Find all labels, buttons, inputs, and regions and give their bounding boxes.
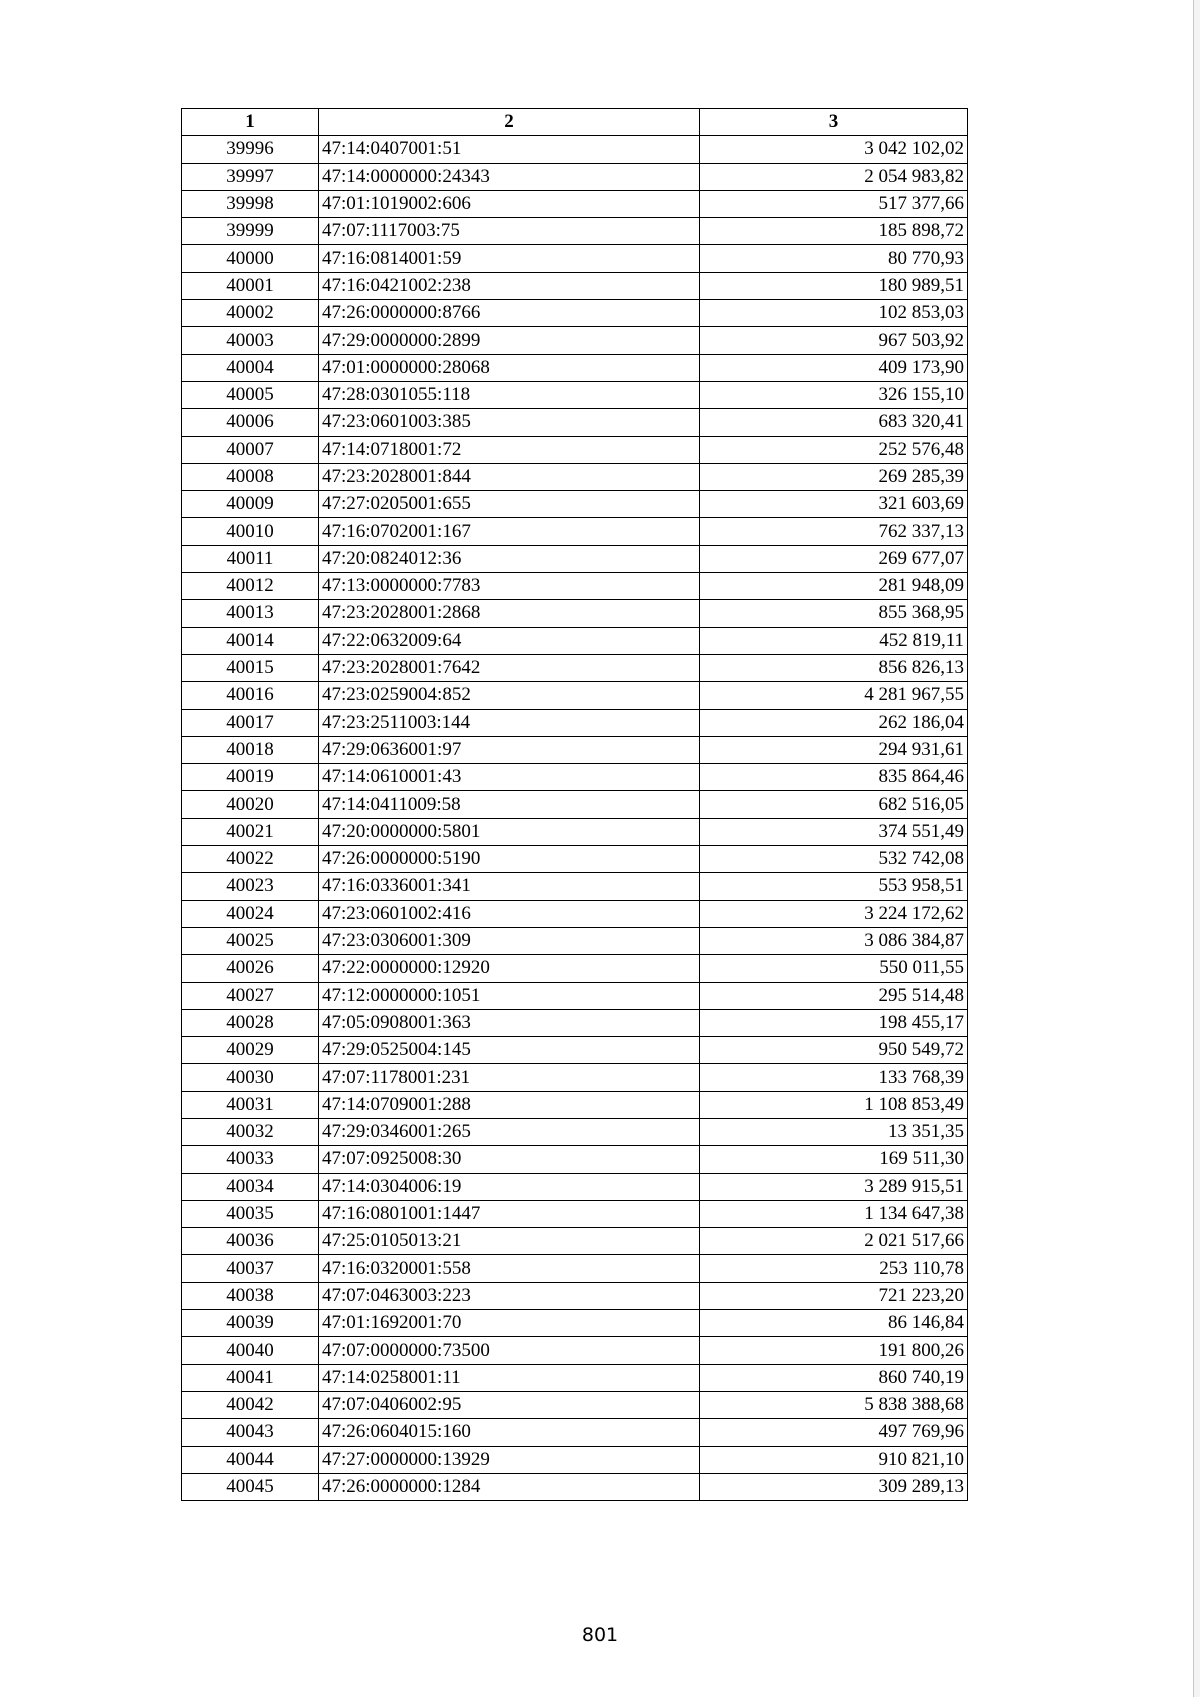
cadastral-number-cell: 47:29:0525004:145 bbox=[319, 1037, 700, 1064]
cadastral-value-cell: 133 768,39 bbox=[700, 1064, 968, 1091]
cadastral-number-cell: 47:23:2511003:144 bbox=[319, 709, 700, 736]
cadastral-number-cell: 47:22:0000000:12920 bbox=[319, 955, 700, 982]
cadastral-value-cell: 191 800,26 bbox=[700, 1337, 968, 1364]
row-number-cell: 40022 bbox=[182, 846, 319, 873]
cadastral-number-cell: 47:20:0000000:5801 bbox=[319, 818, 700, 845]
cadastral-value-cell: 452 819,11 bbox=[700, 627, 968, 654]
cadastral-value-cell: 269 677,07 bbox=[700, 545, 968, 572]
row-number-cell: 40036 bbox=[182, 1228, 319, 1255]
cadastral-number-cell: 47:23:2028001:844 bbox=[319, 463, 700, 490]
table-row bbox=[182, 1255, 968, 1282]
page-edge bbox=[1193, 0, 1200, 1697]
row-number-cell: 40029 bbox=[182, 1037, 319, 1064]
cadastral-value-cell: 80 770,93 bbox=[700, 245, 968, 272]
cadastral-number-cell: 47:26:0604015:160 bbox=[319, 1419, 700, 1446]
cadastral-number-cell: 47:23:0259004:852 bbox=[319, 682, 700, 709]
table-row bbox=[182, 982, 968, 1009]
table-row bbox=[182, 300, 968, 327]
row-number-cell: 40041 bbox=[182, 1364, 319, 1391]
table-row bbox=[182, 1009, 968, 1036]
row-number-cell: 40023 bbox=[182, 873, 319, 900]
cadastral-value-cell: 169 511,30 bbox=[700, 1146, 968, 1173]
cadastral-value-cell: 321 603,69 bbox=[700, 491, 968, 518]
row-number-cell: 40021 bbox=[182, 818, 319, 845]
row-number-cell: 40005 bbox=[182, 381, 319, 408]
cadastral-number-cell: 47:07:1178001:231 bbox=[319, 1064, 700, 1091]
cadastral-value-cell: 497 769,96 bbox=[700, 1419, 968, 1446]
row-number-cell: 40007 bbox=[182, 436, 319, 463]
row-number-cell: 40027 bbox=[182, 982, 319, 1009]
cadastral-number-cell: 47:07:0463003:223 bbox=[319, 1282, 700, 1309]
cadastral-number-cell: 47:16:0814001:59 bbox=[319, 245, 700, 272]
table-row bbox=[182, 873, 968, 900]
cadastral-number-cell: 47:14:0000000:24343 bbox=[319, 163, 700, 190]
cadastral-number-cell: 47:14:0610001:43 bbox=[319, 764, 700, 791]
row-number-cell: 40010 bbox=[182, 518, 319, 545]
table-row bbox=[182, 1473, 968, 1500]
table-row bbox=[182, 1037, 968, 1064]
row-number-cell: 40012 bbox=[182, 573, 319, 600]
row-number-cell: 40004 bbox=[182, 354, 319, 381]
row-number-cell: 40031 bbox=[182, 1091, 319, 1118]
row-number-cell: 39996 bbox=[182, 136, 319, 163]
row-number-cell: 40019 bbox=[182, 764, 319, 791]
cadastral-value-cell: 835 864,46 bbox=[700, 764, 968, 791]
row-number-cell: 40016 bbox=[182, 682, 319, 709]
cadastral-number-cell: 47:16:0421002:238 bbox=[319, 272, 700, 299]
cadastral-value-cell: 253 110,78 bbox=[700, 1255, 968, 1282]
cadastral-number-cell: 47:01:1692001:70 bbox=[319, 1310, 700, 1337]
table-row bbox=[182, 927, 968, 954]
cadastral-number-cell: 47:26:0000000:1284 bbox=[319, 1473, 700, 1500]
row-number-cell: 40043 bbox=[182, 1419, 319, 1446]
cadastral-number-cell: 47:14:0304006:19 bbox=[319, 1173, 700, 1200]
cadastral-value-cell: 855 368,95 bbox=[700, 600, 968, 627]
table-row bbox=[182, 709, 968, 736]
table-row bbox=[182, 627, 968, 654]
cadastral-value-cell: 3 042 102,02 bbox=[700, 136, 968, 163]
cadastral-number-cell: 47:23:0601002:416 bbox=[319, 900, 700, 927]
cadastral-value-cell: 1 108 853,49 bbox=[700, 1091, 968, 1118]
table-row bbox=[182, 190, 968, 217]
row-number-cell: 40035 bbox=[182, 1200, 319, 1227]
cadastral-value-cell: 5 838 388,68 bbox=[700, 1391, 968, 1418]
row-number-cell: 40025 bbox=[182, 927, 319, 954]
cadastral-value-cell: 252 576,48 bbox=[700, 436, 968, 463]
cadastral-number-cell: 47:23:0306001:309 bbox=[319, 927, 700, 954]
cadastral-number-cell: 47:07:0406002:95 bbox=[319, 1391, 700, 1418]
table-row bbox=[182, 381, 968, 408]
cadastral-number-cell: 47:26:0000000:8766 bbox=[319, 300, 700, 327]
row-number-cell: 40037 bbox=[182, 1255, 319, 1282]
cadastral-value-cell: 86 146,84 bbox=[700, 1310, 968, 1337]
table-row bbox=[182, 818, 968, 845]
cadastral-number-cell: 47:28:0301055:118 bbox=[319, 381, 700, 408]
table-row bbox=[182, 1282, 968, 1309]
table-row bbox=[182, 736, 968, 763]
row-number-cell: 40032 bbox=[182, 1118, 319, 1145]
table-header-row bbox=[182, 109, 968, 136]
cadastral-number-cell: 47:05:0908001:363 bbox=[319, 1009, 700, 1036]
column-header-value: 3 bbox=[700, 109, 968, 136]
cadastral-value-cell: 860 740,19 bbox=[700, 1364, 968, 1391]
table-row bbox=[182, 463, 968, 490]
table-row bbox=[182, 409, 968, 436]
row-number-cell: 39997 bbox=[182, 163, 319, 190]
table-row bbox=[182, 518, 968, 545]
row-number-cell: 40045 bbox=[182, 1473, 319, 1500]
row-number-cell: 40018 bbox=[182, 736, 319, 763]
cadastral-number-cell: 47:14:0258001:11 bbox=[319, 1364, 700, 1391]
cadastral-value-cell: 550 011,55 bbox=[700, 955, 968, 982]
table-row bbox=[182, 682, 968, 709]
table-row bbox=[182, 600, 968, 627]
table-row bbox=[182, 1337, 968, 1364]
row-number-cell: 40008 bbox=[182, 463, 319, 490]
table-row bbox=[182, 1200, 968, 1227]
cadastral-number-cell: 47:23:2028001:7642 bbox=[319, 654, 700, 681]
table-body bbox=[182, 136, 968, 1501]
row-number-cell: 40038 bbox=[182, 1282, 319, 1309]
cadastral-value-cell: 2 054 983,82 bbox=[700, 163, 968, 190]
cadastral-value-cell: 269 285,39 bbox=[700, 463, 968, 490]
cadastral-value-cell: 856 826,13 bbox=[700, 654, 968, 681]
table-row bbox=[182, 1173, 968, 1200]
table-row bbox=[182, 1391, 968, 1418]
cadastral-number-cell: 47:29:0636001:97 bbox=[319, 736, 700, 763]
table-row bbox=[182, 272, 968, 299]
row-number-cell: 40000 bbox=[182, 245, 319, 272]
table-row bbox=[182, 764, 968, 791]
cadastral-value-cell: 198 455,17 bbox=[700, 1009, 968, 1036]
table-row bbox=[182, 791, 968, 818]
cadastral-value-cell: 950 549,72 bbox=[700, 1037, 968, 1064]
table-row bbox=[182, 1228, 968, 1255]
row-number-cell: 40006 bbox=[182, 409, 319, 436]
cadastral-value-cell: 967 503,92 bbox=[700, 327, 968, 354]
table-row bbox=[182, 846, 968, 873]
row-number-cell: 40001 bbox=[182, 272, 319, 299]
cadastral-number-cell: 47:01:0000000:28068 bbox=[319, 354, 700, 381]
cadastral-number-cell: 47:23:0601003:385 bbox=[319, 409, 700, 436]
cadastral-value-cell: 180 989,51 bbox=[700, 272, 968, 299]
cadastral-value-cell: 102 853,03 bbox=[700, 300, 968, 327]
row-number-cell: 40042 bbox=[182, 1391, 319, 1418]
cadastral-value-cell: 1 134 647,38 bbox=[700, 1200, 968, 1227]
row-number-cell: 40003 bbox=[182, 327, 319, 354]
row-number-cell: 40026 bbox=[182, 955, 319, 982]
row-number-cell: 40033 bbox=[182, 1146, 319, 1173]
page-number: 801 bbox=[581, 1624, 619, 1646]
cadastral-value-cell: 409 173,90 bbox=[700, 354, 968, 381]
row-number-cell: 40009 bbox=[182, 491, 319, 518]
cadastral-value-cell: 683 320,41 bbox=[700, 409, 968, 436]
cadastral-number-cell: 47:12:0000000:1051 bbox=[319, 982, 700, 1009]
row-number-cell: 40015 bbox=[182, 654, 319, 681]
table-row bbox=[182, 327, 968, 354]
table-row bbox=[182, 1091, 968, 1118]
table-row bbox=[182, 163, 968, 190]
cadastral-value-cell: 281 948,09 bbox=[700, 573, 968, 600]
cadastral-number-cell: 47:22:0632009:64 bbox=[319, 627, 700, 654]
table-row bbox=[182, 573, 968, 600]
cadastral-value-cell: 4 281 967,55 bbox=[700, 682, 968, 709]
cadastral-number-cell: 47:07:1117003:75 bbox=[319, 218, 700, 245]
table-row bbox=[182, 1446, 968, 1473]
cadastral-number-cell: 47:26:0000000:5190 bbox=[319, 846, 700, 873]
cadastral-value-cell: 910 821,10 bbox=[700, 1446, 968, 1473]
row-number-cell: 40014 bbox=[182, 627, 319, 654]
row-number-cell: 40013 bbox=[182, 600, 319, 627]
table-row bbox=[182, 436, 968, 463]
cadastral-number-cell: 47:14:0709001:288 bbox=[319, 1091, 700, 1118]
cadastral-value-cell: 721 223,20 bbox=[700, 1282, 968, 1309]
cadastral-value-cell: 3 224 172,62 bbox=[700, 900, 968, 927]
row-number-cell: 40011 bbox=[182, 545, 319, 572]
row-number-cell: 40040 bbox=[182, 1337, 319, 1364]
table-row bbox=[182, 1146, 968, 1173]
cadastral-value-cell: 682 516,05 bbox=[700, 791, 968, 818]
table-row bbox=[182, 545, 968, 572]
cadastral-number-cell: 47:27:0205001:655 bbox=[319, 491, 700, 518]
row-number-cell: 40017 bbox=[182, 709, 319, 736]
cadastral-value-cell: 262 186,04 bbox=[700, 709, 968, 736]
cadastral-value-cell: 3 289 915,51 bbox=[700, 1173, 968, 1200]
table-row bbox=[182, 1118, 968, 1145]
table-row bbox=[182, 1419, 968, 1446]
column-header-cadastral-number: 2 bbox=[319, 109, 700, 136]
table-row bbox=[182, 900, 968, 927]
row-number-cell: 40028 bbox=[182, 1009, 319, 1036]
cadastral-value-cell: 532 742,08 bbox=[700, 846, 968, 873]
cadastral-number-cell: 47:13:0000000:7783 bbox=[319, 573, 700, 600]
row-number-cell: 40044 bbox=[182, 1446, 319, 1473]
cadastral-value-cell: 553 958,51 bbox=[700, 873, 968, 900]
cadastral-value-table bbox=[181, 108, 968, 1501]
cadastral-value-cell: 517 377,66 bbox=[700, 190, 968, 217]
row-number-cell: 39999 bbox=[182, 218, 319, 245]
cadastral-number-cell: 47:25:0105013:21 bbox=[319, 1228, 700, 1255]
cadastral-number-cell: 47:23:2028001:2868 bbox=[319, 600, 700, 627]
column-header-number: 1 bbox=[182, 109, 319, 136]
table-row bbox=[182, 1364, 968, 1391]
table-row bbox=[182, 136, 968, 163]
row-number-cell: 39998 bbox=[182, 190, 319, 217]
cadastral-number-cell: 47:16:0702001:167 bbox=[319, 518, 700, 545]
table-row bbox=[182, 218, 968, 245]
table-row bbox=[182, 491, 968, 518]
table-row bbox=[182, 245, 968, 272]
table-row bbox=[182, 1310, 968, 1337]
cadastral-number-cell: 47:14:0411009:58 bbox=[319, 791, 700, 818]
cadastral-number-cell: 47:14:0718001:72 bbox=[319, 436, 700, 463]
cadastral-number-cell: 47:16:0336001:341 bbox=[319, 873, 700, 900]
row-number-cell: 40020 bbox=[182, 791, 319, 818]
cadastral-value-cell: 326 155,10 bbox=[700, 381, 968, 408]
cadastral-value-cell: 309 289,13 bbox=[700, 1473, 968, 1500]
cadastral-value-cell: 374 551,49 bbox=[700, 818, 968, 845]
cadastral-value-cell: 294 931,61 bbox=[700, 736, 968, 763]
cadastral-value-cell: 762 337,13 bbox=[700, 518, 968, 545]
cadastral-number-cell: 47:16:0801001:1447 bbox=[319, 1200, 700, 1227]
cadastral-number-cell: 47:20:0824012:36 bbox=[319, 545, 700, 572]
cadastral-value-cell: 3 086 384,87 bbox=[700, 927, 968, 954]
cadastral-number-cell: 47:29:0000000:2899 bbox=[319, 327, 700, 354]
cadastral-value-cell: 2 021 517,66 bbox=[700, 1228, 968, 1255]
cadastral-number-cell: 47:16:0320001:558 bbox=[319, 1255, 700, 1282]
cadastral-value-cell: 185 898,72 bbox=[700, 218, 968, 245]
table-row bbox=[182, 1064, 968, 1091]
row-number-cell: 40030 bbox=[182, 1064, 319, 1091]
table-row bbox=[182, 354, 968, 381]
cadastral-number-cell: 47:29:0346001:265 bbox=[319, 1118, 700, 1145]
cadastral-number-cell: 47:07:0000000:73500 bbox=[319, 1337, 700, 1364]
row-number-cell: 40024 bbox=[182, 900, 319, 927]
row-number-cell: 40034 bbox=[182, 1173, 319, 1200]
row-number-cell: 40039 bbox=[182, 1310, 319, 1337]
cadastral-value-cell: 295 514,48 bbox=[700, 982, 968, 1009]
cadastral-number-cell: 47:01:1019002:606 bbox=[319, 190, 700, 217]
table-row bbox=[182, 955, 968, 982]
row-number-cell: 40002 bbox=[182, 300, 319, 327]
table-row bbox=[182, 654, 968, 681]
cadastral-number-cell: 47:27:0000000:13929 bbox=[319, 1446, 700, 1473]
cadastral-number-cell: 47:14:0407001:51 bbox=[319, 136, 700, 163]
cadastral-value-cell: 13 351,35 bbox=[700, 1118, 968, 1145]
cadastral-number-cell: 47:07:0925008:30 bbox=[319, 1146, 700, 1173]
